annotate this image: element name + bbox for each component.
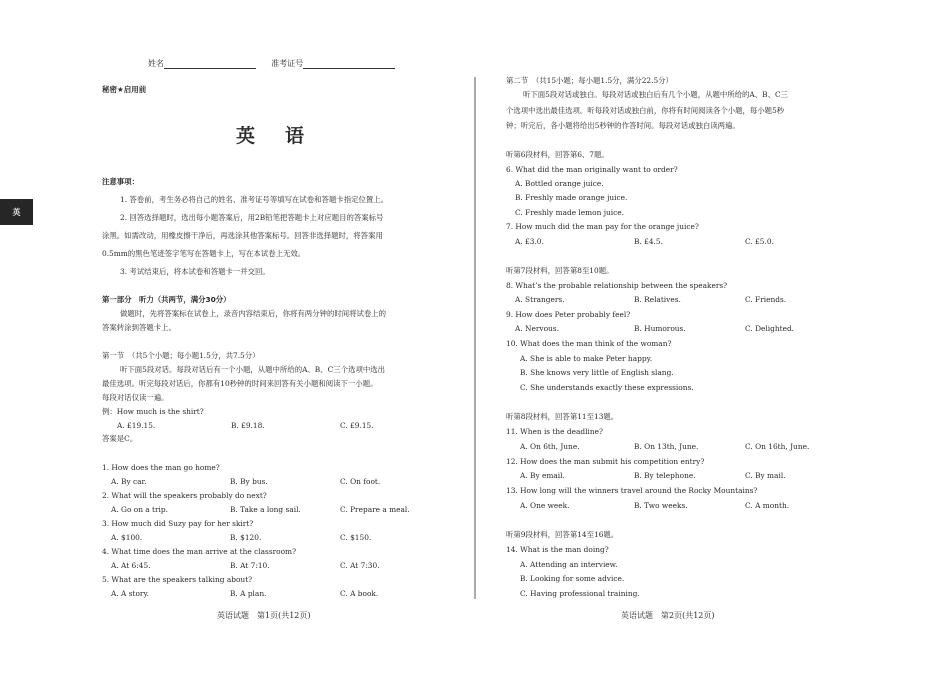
group-label: 听第6段材料，回答第6、7题。: [506, 150, 609, 159]
notice-heading: 注意事项：: [102, 177, 139, 186]
option-b[interactable]: B. Looking for some advice.: [520, 574, 625, 583]
option-b[interactable]: B. At 7:10.: [230, 561, 270, 570]
option-b[interactable]: B. By telephone.: [634, 471, 696, 480]
question: 1. How does the man go home?: [102, 463, 220, 472]
question: 10. What does the man think of the woman?: [506, 339, 672, 348]
option-c[interactable]: C. Having professional training.: [520, 589, 640, 598]
option-c[interactable]: C. On foot.: [340, 477, 381, 486]
name-label: 姓名: [148, 59, 164, 68]
section2-intro: 听下面5段对话或独白。每段对话或独白后有几个小题，从题中所给的A、B、C三: [523, 90, 789, 99]
option-a[interactable]: A. $100.: [111, 533, 143, 542]
option-c[interactable]: C. She understands exactly these expressions.: [520, 383, 694, 392]
option-b[interactable]: B. Take a long sail.: [230, 505, 301, 514]
question: 2. What will the speakers probably do next?: [102, 491, 267, 500]
option-a[interactable]: A. A story.: [111, 589, 150, 598]
section1-intro: 每段对话仅读一遍。: [102, 393, 169, 402]
option-c[interactable]: C. $150.: [340, 533, 372, 542]
exam-id-label: 准考证号: [271, 59, 304, 68]
side-tab-label: 英: [12, 207, 21, 217]
page-footer-right: 英语试题 第2页(共12页): [621, 611, 715, 620]
question: 5. What are the speakers talking about?: [102, 575, 253, 584]
option-b[interactable]: B. She knows very little of English slang.: [520, 368, 674, 377]
name-blank[interactable]: [164, 59, 256, 69]
option-a[interactable]: A. On 6th, June.: [520, 442, 580, 451]
question: 3. How much did Suzy pay for her skirt?: [102, 519, 254, 528]
notice-item: 涂黑。如需改动，用橡皮擦干净后，再选涂其他答案标号。回答非选择题时，将答案用: [102, 231, 383, 240]
option-b[interactable]: B. Humorous.: [634, 324, 686, 333]
notice-item: 2. 回答选择题时，选出每小题答案后，用2B铅笔把答题卡上对应题目的答案标号: [120, 213, 384, 222]
option-b[interactable]: B. Relatives.: [634, 295, 681, 304]
option-a[interactable]: A. Bottled orange juice.: [515, 179, 604, 188]
option-c[interactable]: C. £5.0.: [745, 237, 774, 246]
confidential-label: 秘密★启用前: [102, 85, 147, 94]
option-c[interactable]: C. At 7:30.: [340, 561, 380, 570]
notice-item: 1. 答卷前，考生务必将自己的姓名、准考证号等填写在试卷和答题卡指定位置上。: [120, 195, 389, 204]
option-c[interactable]: C. Friends.: [745, 295, 787, 304]
part1-intro: 答案转涂到答题卡上。: [102, 323, 176, 332]
question: 14. What is the man doing?: [506, 545, 609, 554]
option-c[interactable]: C. A month.: [745, 501, 790, 510]
question: 12. How does the man submit his competition entry?: [506, 457, 705, 466]
option-b[interactable]: B. $120.: [230, 533, 262, 542]
option-a[interactable]: A. By car.: [111, 477, 147, 486]
option-c[interactable]: C. Freshly made lemon juice.: [515, 208, 625, 217]
example-option-b: B. £9.18.: [231, 421, 265, 430]
example-question: 例：How much is the shirt?: [102, 407, 204, 416]
option-a[interactable]: A. She is able to make Peter happy.: [520, 354, 653, 363]
notice-item: 3. 考试结束后，将本试卷和答题卡一并交回。: [120, 267, 270, 276]
option-a[interactable]: A. One week.: [520, 501, 570, 510]
group-label: 听第8段材料，回答第11至13题。: [506, 412, 619, 421]
question: 6. What did the man originally want to order?: [506, 165, 678, 174]
option-a[interactable]: A. £3.0.: [515, 237, 544, 246]
question: 4. What time does the man arrive at the classroom?: [102, 547, 297, 556]
example-option-a: A. £19.15.: [117, 421, 156, 430]
option-c[interactable]: C. By mail.: [745, 471, 786, 480]
example-answer: 答案是C。: [102, 434, 138, 443]
question: 9. How does Peter probably feel?: [506, 310, 631, 319]
option-c[interactable]: C. Delighted.: [745, 324, 795, 333]
section1-heading: 第一节 （共5个小题；每小题1.5分，共7.5分）: [102, 351, 260, 360]
group-label: 听第9段材料，回答第14至16题。: [506, 530, 619, 539]
option-a[interactable]: A. Attending an interview.: [520, 560, 618, 569]
student-info-fields: [148, 58, 395, 69]
section1-intro: 听下面5段对话。每段对话后有一个小题，从题中所给的A、B、C三个选项中选出: [120, 365, 386, 374]
option-a[interactable]: A. Nervous.: [515, 324, 559, 333]
option-c[interactable]: C. A book.: [340, 589, 379, 598]
option-a[interactable]: A. By email.: [520, 471, 565, 480]
section2-heading: 第二节 （共15小题；每小题1.5分，满分22.5分）: [506, 76, 673, 85]
option-a[interactable]: A. At 6:45.: [111, 561, 151, 570]
exam-id-blank[interactable]: [303, 59, 395, 69]
page-footer-left: 英语试题 第1页(共12页): [217, 611, 311, 620]
question: 11. When is the deadline?: [506, 427, 603, 436]
example-option-c: C. £9.15.: [340, 421, 374, 430]
option-b[interactable]: B. Two weeks.: [634, 501, 688, 510]
part1-intro: 做题时，先将答案标在试卷上，录音内容结束后，你将有两分钟的时间将试卷上的: [120, 309, 387, 318]
option-c[interactable]: C. On 16th, June.: [745, 442, 810, 451]
question: 13. How long will the winners travel around the Rocky Mountains?: [506, 486, 758, 495]
option-b[interactable]: B. A plan.: [230, 589, 267, 598]
exam-title: 英语: [236, 125, 335, 147]
option-c[interactable]: C. Prepare a meal.: [340, 505, 410, 514]
notice-item: 0.5mm的黑色笔迹签字笔写在答题卡上，写在本试卷上无效。: [102, 249, 306, 258]
section1-intro: 最佳选项。听完每段对话后，你都有10秒钟的时间来回答有关小题和阅读下一小题。: [102, 379, 378, 388]
option-a[interactable]: A. Strangers.: [515, 295, 565, 304]
question: 8. What’s the probable relationship between the speakers?: [506, 281, 728, 290]
subject-side-tab: [0, 199, 33, 225]
option-b[interactable]: B. By bus.: [230, 477, 268, 486]
option-b[interactable]: B. £4.5.: [634, 237, 663, 246]
question: 7. How much did the man pay for the orange juice?: [506, 222, 699, 231]
column-divider: [474, 77, 476, 599]
option-b[interactable]: B. Freshly made orange juice.: [515, 193, 628, 202]
group-label: 听第7段材料，回答第8至10题。: [506, 266, 614, 275]
section2-intro: 钟；听完后，各小题将给出5秒钟的作答时间。每段对话或独白读两遍。: [506, 121, 740, 130]
option-b[interactable]: B. On 13th, June.: [634, 442, 699, 451]
option-a[interactable]: A. Go on a trip.: [111, 505, 168, 514]
part1-heading: 第一部分 听力（共两节，满分30分）: [102, 295, 231, 304]
section2-intro: 个选项中选出最佳选项。听每段对话或独白前，你将有时间阅读各个小题，每小题5秒: [506, 106, 785, 115]
